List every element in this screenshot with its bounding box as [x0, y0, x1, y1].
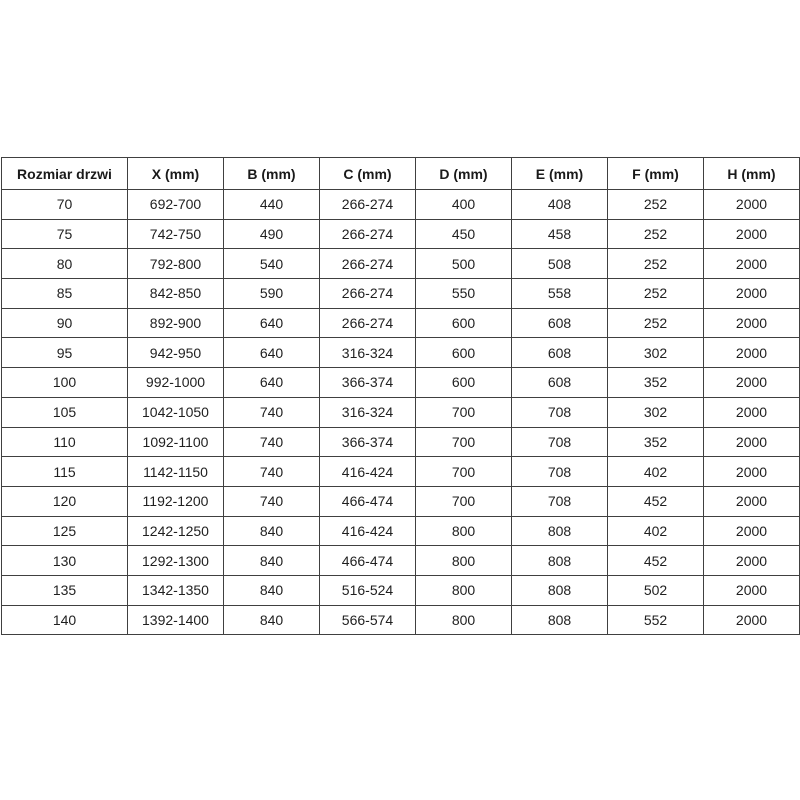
table-cell: 800	[416, 575, 512, 605]
table-cell: 700	[416, 427, 512, 457]
table-row	[2, 546, 800, 576]
table-cell: 110	[2, 427, 128, 457]
table-cell: 840	[224, 575, 320, 605]
table-cell: 992-1000	[128, 368, 224, 398]
table-cell: 2000	[704, 219, 800, 249]
table-cell: 2000	[704, 575, 800, 605]
table-cell: 408	[512, 190, 608, 220]
table-cell: 2000	[704, 427, 800, 457]
table-cell: 266-274	[320, 219, 416, 249]
table-cell: 792-800	[128, 249, 224, 279]
table-cell: 105	[2, 397, 128, 427]
table-cell: 400	[416, 190, 512, 220]
table-cell: 742-750	[128, 219, 224, 249]
table-cell: 1242-1250	[128, 516, 224, 546]
table-cell: 800	[416, 516, 512, 546]
table-cell: 600	[416, 308, 512, 338]
table-cell: 266-274	[320, 308, 416, 338]
table-row	[2, 516, 800, 546]
table-cell: 808	[512, 546, 608, 576]
table-row	[2, 338, 800, 368]
door-size-table-container	[1, 157, 799, 635]
table-cell: 740	[224, 427, 320, 457]
table-cell: 416-424	[320, 457, 416, 487]
table-cell: 740	[224, 397, 320, 427]
table-cell: 458	[512, 219, 608, 249]
table-cell: 840	[224, 546, 320, 576]
table-cell: 840	[224, 516, 320, 546]
table-cell: 402	[608, 516, 704, 546]
table-cell: 502	[608, 575, 704, 605]
table-cell: 500	[416, 249, 512, 279]
table-cell: 842-850	[128, 279, 224, 309]
table-cell: 2000	[704, 397, 800, 427]
table-cell: 708	[512, 427, 608, 457]
column-header-x: X (mm)	[128, 158, 224, 190]
table-cell: 540	[224, 249, 320, 279]
table-row	[2, 427, 800, 457]
table-header-row	[2, 158, 800, 190]
table-cell: 808	[512, 575, 608, 605]
table-cell: 252	[608, 279, 704, 309]
table-cell: 708	[512, 486, 608, 516]
table-cell: 2000	[704, 605, 800, 635]
column-header-f: F (mm)	[608, 158, 704, 190]
table-cell: 366-374	[320, 368, 416, 398]
table-cell: 2000	[704, 516, 800, 546]
table-head	[2, 158, 800, 190]
table-cell: 808	[512, 605, 608, 635]
table-cell: 95	[2, 338, 128, 368]
table-cell: 252	[608, 190, 704, 220]
table-cell: 608	[512, 338, 608, 368]
table-cell: 452	[608, 546, 704, 576]
table-cell: 558	[512, 279, 608, 309]
table-row	[2, 308, 800, 338]
table-cell: 2000	[704, 546, 800, 576]
table-row	[2, 575, 800, 605]
table-cell: 352	[608, 427, 704, 457]
column-header-d: D (mm)	[416, 158, 512, 190]
table-cell: 1092-1100	[128, 427, 224, 457]
table-cell: 452	[608, 486, 704, 516]
table-body	[2, 190, 800, 635]
table-cell: 140	[2, 605, 128, 635]
table-row	[2, 397, 800, 427]
table-row	[2, 249, 800, 279]
table-cell: 2000	[704, 190, 800, 220]
table-row	[2, 605, 800, 635]
table-cell: 2000	[704, 368, 800, 398]
table-cell: 490	[224, 219, 320, 249]
table-cell: 252	[608, 308, 704, 338]
column-header-c: C (mm)	[320, 158, 416, 190]
table-cell: 2000	[704, 249, 800, 279]
table-cell: 640	[224, 308, 320, 338]
table-cell: 640	[224, 338, 320, 368]
table-cell: 1392-1400	[128, 605, 224, 635]
table-cell: 708	[512, 397, 608, 427]
table-cell: 700	[416, 397, 512, 427]
table-cell: 266-274	[320, 279, 416, 309]
table-cell: 440	[224, 190, 320, 220]
table-row	[2, 457, 800, 487]
table-cell: 550	[416, 279, 512, 309]
table-cell: 1342-1350	[128, 575, 224, 605]
table-cell: 640	[224, 368, 320, 398]
table-cell: 85	[2, 279, 128, 309]
table-cell: 2000	[704, 338, 800, 368]
table-cell: 800	[416, 605, 512, 635]
table-cell: 402	[608, 457, 704, 487]
table-cell: 700	[416, 457, 512, 487]
table-cell: 590	[224, 279, 320, 309]
table-cell: 70	[2, 190, 128, 220]
table-cell: 302	[608, 338, 704, 368]
table-cell: 840	[224, 605, 320, 635]
table-cell: 608	[512, 368, 608, 398]
table-cell: 450	[416, 219, 512, 249]
table-cell: 942-950	[128, 338, 224, 368]
table-cell: 75	[2, 219, 128, 249]
table-cell: 125	[2, 516, 128, 546]
table-cell: 115	[2, 457, 128, 487]
table-cell: 808	[512, 516, 608, 546]
table-cell: 135	[2, 575, 128, 605]
column-header-h: H (mm)	[704, 158, 800, 190]
table-row	[2, 486, 800, 516]
table-cell: 892-900	[128, 308, 224, 338]
table-cell: 1192-1200	[128, 486, 224, 516]
table-cell: 316-324	[320, 397, 416, 427]
table-cell: 600	[416, 338, 512, 368]
table-cell: 692-700	[128, 190, 224, 220]
table-row	[2, 368, 800, 398]
table-cell: 508	[512, 249, 608, 279]
table-cell: 800	[416, 546, 512, 576]
table-cell: 80	[2, 249, 128, 279]
table-cell: 1142-1150	[128, 457, 224, 487]
table-cell: 700	[416, 486, 512, 516]
table-cell: 2000	[704, 308, 800, 338]
table-cell: 708	[512, 457, 608, 487]
table-row	[2, 190, 800, 220]
table-cell: 516-524	[320, 575, 416, 605]
table-cell: 352	[608, 368, 704, 398]
column-header-e: E (mm)	[512, 158, 608, 190]
table-cell: 90	[2, 308, 128, 338]
table-cell: 566-574	[320, 605, 416, 635]
table-row	[2, 219, 800, 249]
door-size-table	[1, 157, 800, 635]
column-header-rozmiar-drzwi: Rozmiar drzwi	[2, 158, 128, 190]
table-cell: 302	[608, 397, 704, 427]
table-cell: 100	[2, 368, 128, 398]
table-cell: 266-274	[320, 190, 416, 220]
table-row	[2, 279, 800, 309]
table-cell: 2000	[704, 457, 800, 487]
table-cell: 2000	[704, 486, 800, 516]
table-cell: 466-474	[320, 486, 416, 516]
table-cell: 266-274	[320, 249, 416, 279]
table-cell: 2000	[704, 279, 800, 309]
table-cell: 416-424	[320, 516, 416, 546]
table-cell: 552	[608, 605, 704, 635]
table-cell: 1292-1300	[128, 546, 224, 576]
table-cell: 130	[2, 546, 128, 576]
table-cell: 366-374	[320, 427, 416, 457]
table-cell: 466-474	[320, 546, 416, 576]
table-cell: 316-324	[320, 338, 416, 368]
table-cell: 252	[608, 219, 704, 249]
table-cell: 252	[608, 249, 704, 279]
table-cell: 1042-1050	[128, 397, 224, 427]
table-cell: 600	[416, 368, 512, 398]
table-cell: 740	[224, 486, 320, 516]
table-cell: 608	[512, 308, 608, 338]
table-cell: 120	[2, 486, 128, 516]
table-cell: 740	[224, 457, 320, 487]
column-header-b: B (mm)	[224, 158, 320, 190]
